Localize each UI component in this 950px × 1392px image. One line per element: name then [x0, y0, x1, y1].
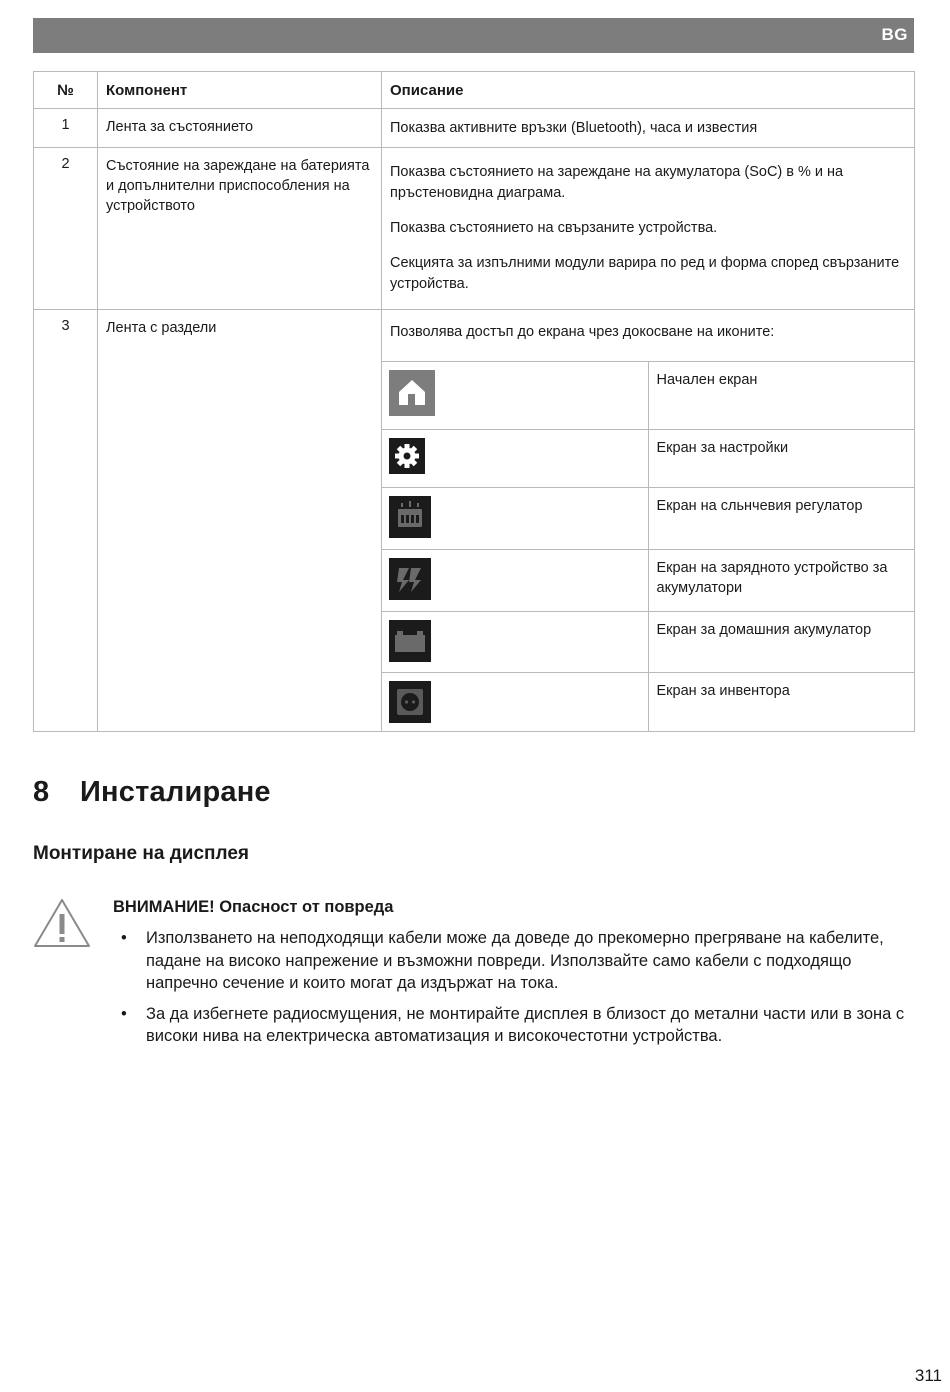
home-battery-icon — [389, 620, 431, 662]
row-description — [382, 148, 914, 305]
components-table — [33, 71, 915, 732]
warning-bullets — [113, 927, 913, 1056]
table-row — [34, 310, 915, 732]
section-number: 8 — [33, 776, 50, 808]
gear-icon — [389, 438, 425, 474]
row-num: 3 — [34, 310, 98, 732]
tab-label-settings: Екран за настройки — [648, 429, 914, 487]
tab-label-inverter: Екран за инвентора — [648, 672, 914, 731]
row-description: Показва активните връзки (Bluetooth), часа и известия — [390, 120, 758, 136]
header-num: № — [34, 72, 98, 109]
home-icon — [389, 370, 435, 416]
table-row — [34, 148, 915, 310]
tab-label-home-battery: Екран за домашния акумулатор — [648, 611, 914, 672]
tab-label-charger: Екран на зарядното устройство за акумулатори — [648, 549, 914, 611]
warning-icon — [32, 897, 92, 949]
row-num: 1 — [34, 109, 98, 148]
description-paragraph: Показва състоянието на зареждане на акумулатора (SoC) в % и на пръстеновидна диаграма. — [390, 164, 844, 201]
solar-regulator-icon — [389, 496, 431, 538]
tab-label-home: Начален екран — [648, 361, 914, 429]
header-description: Описание — [382, 72, 915, 109]
warning-title: ВНИМАНИЕ! Опасност от повреда — [113, 898, 394, 916]
list-item: • Използването на неподходящи кабели може да доведе до прекомерно прегряване на кабелите, падане на високо напрежение и възможни повреди. Използвайте само кабели с подходящо напречно сечение и които могат да издържат на тока. — [113, 927, 913, 995]
page-number: 311 — [914, 1366, 942, 1385]
tab-intro: Позволява достъп до екрана чрез докосване на иконите: — [390, 324, 775, 340]
tab-label-solar: Екран на сльнчевия регулатор — [648, 487, 914, 549]
row-component: Лента за състоянието — [98, 109, 382, 148]
inverter-socket-icon — [389, 681, 431, 723]
table-header-row — [34, 72, 915, 109]
row-num: 2 — [34, 148, 98, 310]
header-bar — [33, 18, 914, 53]
tab-icons-table — [382, 310, 914, 731]
section-heading — [33, 776, 271, 809]
language-code: BG — [881, 25, 908, 44]
row-component: Състояние на зареждане на батерията и допълнителни приспособления на устройството — [98, 148, 382, 310]
description-paragraph: Секцията за изпълними модули варира по ред и форма според свързаните устройства. — [390, 255, 900, 292]
row-component: Лента с раздели — [98, 310, 382, 732]
battery-charger-icon — [389, 558, 431, 600]
subsection-title: Монтиране на дисплея — [33, 843, 249, 864]
list-item: • За да избегнете радиосмущения, не монтирайте дисплея в близост до метални части или в зона с високи нива на електрическа автоматизация и високочестотни устройства. — [113, 1003, 913, 1048]
description-paragraph: Показва състоянието на свързаните устройства. — [390, 220, 718, 236]
header-component: Компонент — [98, 72, 382, 109]
table-row — [34, 109, 915, 148]
section-title: Инсталиране — [80, 776, 271, 808]
